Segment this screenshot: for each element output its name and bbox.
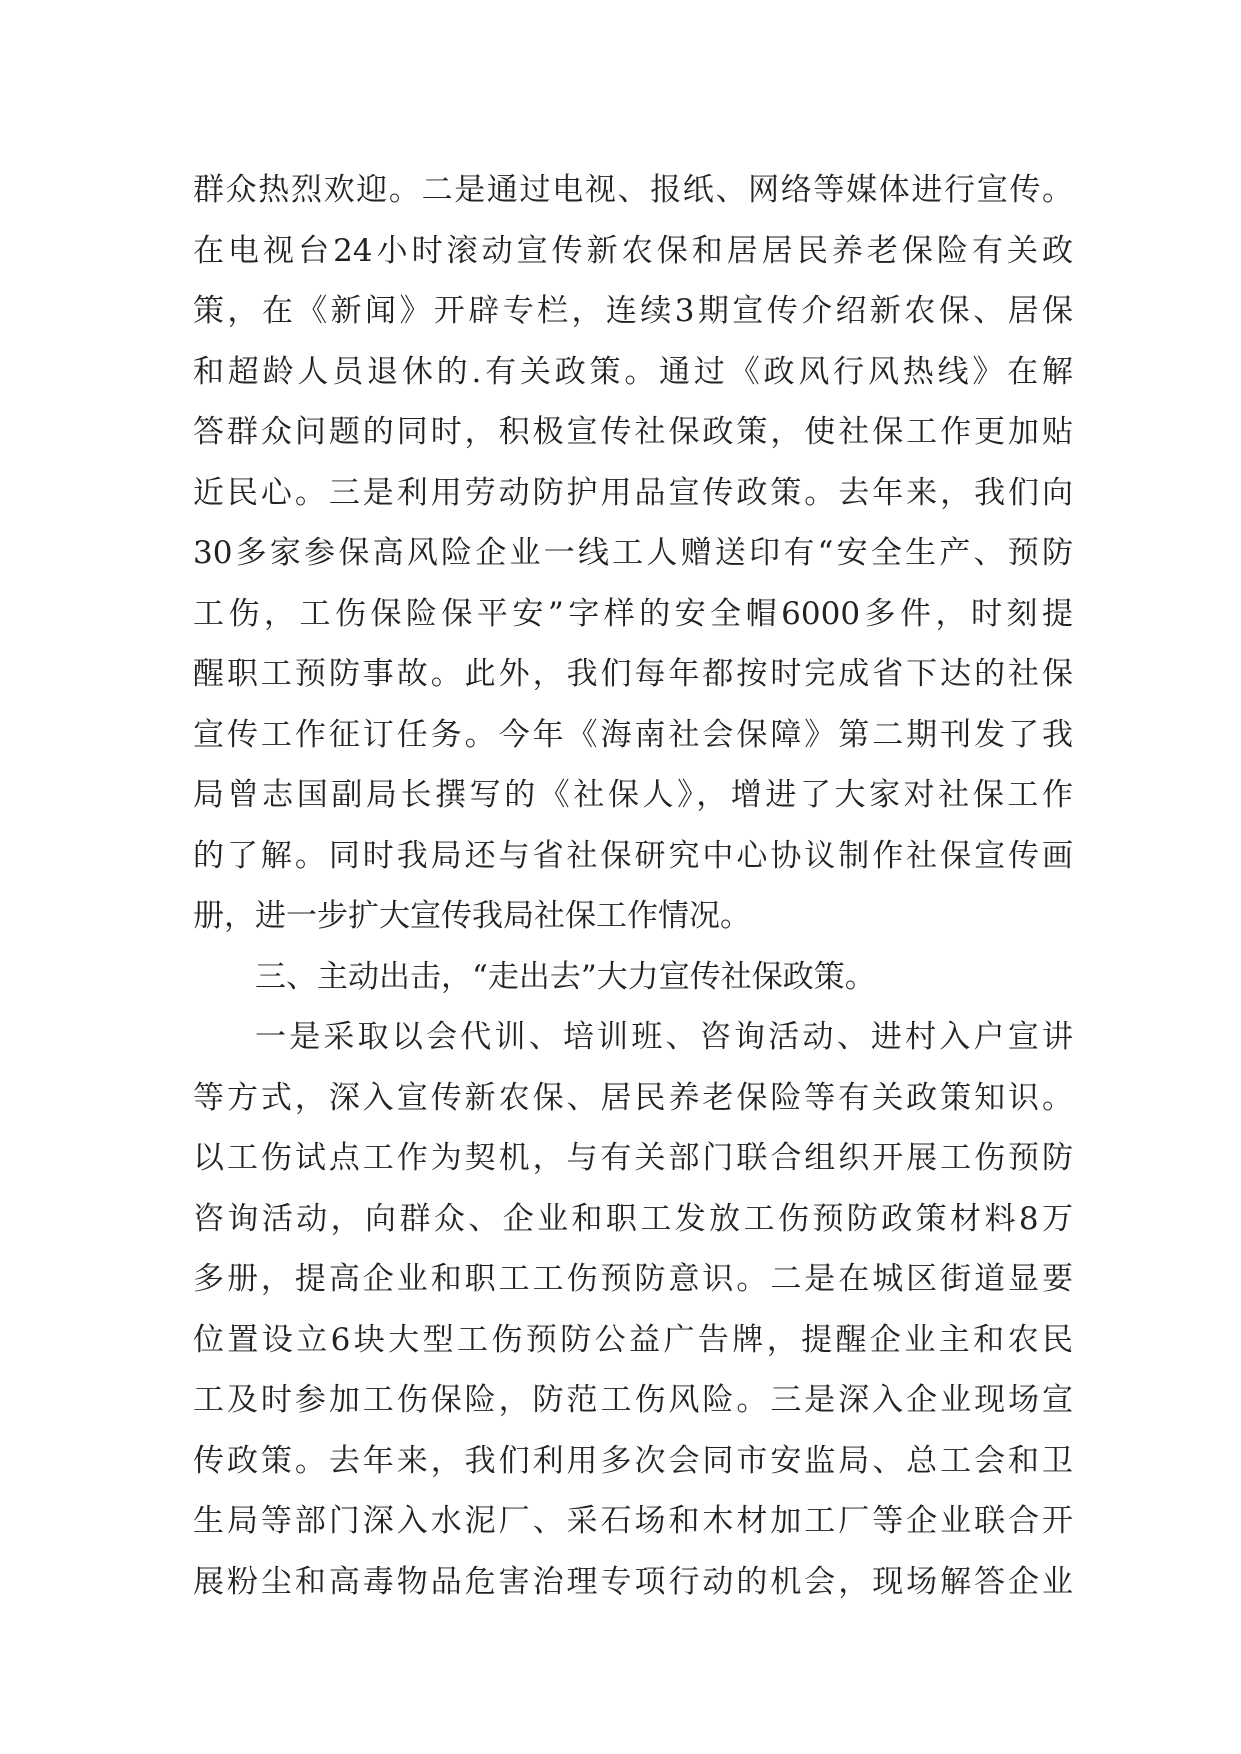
text-line: 以工伤试点工作为契机，与有关部门联合组织开展工伤预防 bbox=[193, 1140, 1073, 1176]
body-text bbox=[193, 160, 1073, 1612]
text-line: 策，在《新闻》开辟专栏，连续3期宣传介绍新农保、居保 bbox=[193, 293, 1073, 329]
text-line: 近民心。三是利用劳动防护用品宣传政策。去年来，我们向 bbox=[193, 474, 1073, 511]
section-heading: 三、主动出击，“走出去”大力宣传社保政策。 bbox=[255, 958, 876, 995]
text-line: 的了解。同时我局还与省社保研究中心协议制作社保宣传画 bbox=[193, 837, 1073, 874]
text-line: 等方式，深入宣传新农保、居民养老保险等有关政策知识。 bbox=[193, 1079, 1073, 1116]
text-line: 传政策。去年来，我们利用多次会同市安监局、总工会和卫 bbox=[193, 1442, 1073, 1479]
text-line: 咨询活动，向群众、企业和职工发放工伤预防政策材料8万 bbox=[193, 1200, 1073, 1237]
text-line: 和超龄人员退休的.有关政策。通过《政风行风热线》在解 bbox=[193, 353, 1073, 390]
paragraph-first-line: 一是采取以会代训、培训班、咨询活动、进村入户宣讲 bbox=[255, 1019, 1073, 1055]
text-line: 工伤，工伤保险保平安”字样的安全帽6000多件，时刻提 bbox=[193, 595, 1073, 632]
text-line: 醒职工预防事故。此外，我们每年都按时完成省下达的社保 bbox=[193, 656, 1073, 692]
text-line: 在电视台24小时滚动宣传新农保和居居民养老保险有关政 bbox=[193, 232, 1073, 269]
text-line: 群众热烈欢迎。二是通过电视、报纸、网络等媒体进行宣传。 bbox=[193, 172, 1073, 208]
text-line: 宣传工作征订任务。今年《海南社会保障》第二期刊发了我 bbox=[193, 716, 1073, 753]
text-line: 答群众问题的同时，积极宣传社保政策，使社保工作更加贴 bbox=[193, 414, 1073, 450]
text-line: 多册，提高企业和职工工伤预防意识。二是在城区街道显要 bbox=[193, 1261, 1073, 1297]
text-line: 工及时参加工伤保险，防范工伤风险。三是深入企业现场宣 bbox=[193, 1382, 1073, 1418]
text-line: 局曾志国副局长撰写的《社保人》，增进了大家对社保工作 bbox=[193, 777, 1073, 813]
text-line: 生局等部门深入水泥厂、采石场和木材加工厂等企业联合开 bbox=[193, 1503, 1073, 1539]
text-line: 位置设立6块大型工伤预防公益广告牌，提醒企业主和农民 bbox=[193, 1321, 1073, 1358]
text-line: 展粉尘和高毒物品危害治理专项行动的机会，现场解答企业 bbox=[193, 1563, 1073, 1600]
paragraph-last-line: 册，进一步扩大宣传我局社保工作情况。 bbox=[193, 898, 751, 934]
text-line: 30多家参保高风险企业一线工人赠送印有“安全生产、预防 bbox=[193, 535, 1073, 571]
